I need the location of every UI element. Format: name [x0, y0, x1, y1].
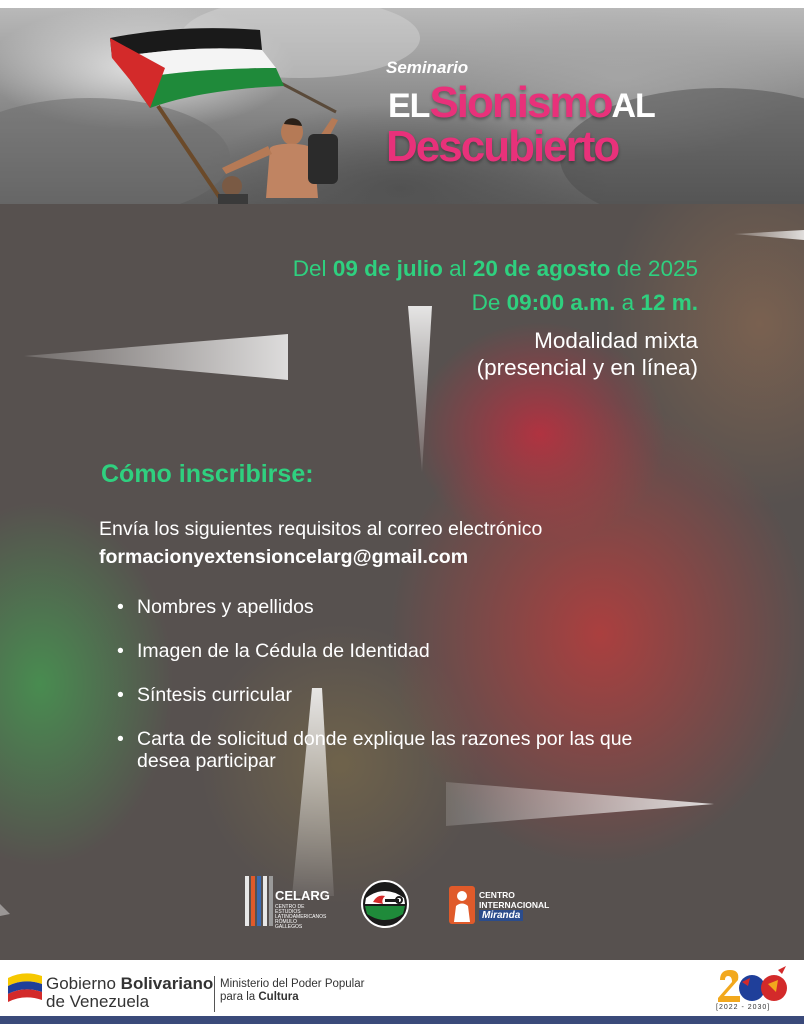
dove-key-icon [361, 880, 409, 928]
bottom-bar [0, 1016, 804, 1024]
event-date: Del 09 de julio al 20 de agosto de 2025 [292, 256, 698, 281]
title-word-descubierto: Descubierto [386, 122, 619, 171]
government-footer [0, 960, 804, 1024]
list-item: • Síntesis curricular [117, 684, 677, 706]
title-word-sionismo: Sionismo [429, 78, 612, 127]
ministry-culture: para la Cultura [220, 991, 299, 1003]
shard-left [24, 334, 288, 380]
dove-key-logo [361, 880, 409, 928]
registration-heading: Cómo inscribirse: [101, 460, 314, 488]
bicentennial-logo-icon [716, 966, 788, 1004]
requirements-list [117, 596, 677, 794]
miranda-line-3: Miranda [479, 910, 523, 921]
venezuela-flag-icon [6, 970, 44, 1006]
list-item: • Nombres y apellidos [117, 596, 677, 618]
celarg-name: CELARG [275, 888, 330, 903]
main-content [0, 204, 804, 960]
event-time: De 09:00 a.m. a 12 m. [471, 290, 698, 315]
palestine-flag [110, 28, 284, 108]
celarg-logo [245, 876, 330, 930]
ministry-name: Ministerio del Poder Popular [220, 978, 365, 990]
title-word-el: EL [388, 87, 430, 125]
footer-divider [214, 976, 215, 1012]
title-line-1 [388, 78, 655, 128]
list-item: • Carta de solicitud donde explique las razones por las que desea participar [117, 728, 677, 772]
miranda-logo [449, 886, 561, 926]
miranda-figure-icon [449, 886, 475, 924]
shard-top-center [408, 306, 432, 472]
registration-email: formacionyextensioncelarg@gmail.com [99, 546, 469, 568]
protester-figure [218, 118, 338, 204]
government-country: de Venezuela [46, 992, 150, 1011]
registration-instruction: Envía los siguientes requisitos al correo electrónico [99, 518, 543, 540]
celarg-subtext: CENTRO DE ESTUDIOS LATINOAMERICANOS RÓMULO GALLEGOS [275, 904, 327, 930]
title-word-al: AL [611, 87, 655, 125]
decorative-shards [0, 204, 804, 960]
miranda-line-2: INTERNACIONAL [479, 900, 550, 910]
bicentennial-years: [2022 - 2030] [716, 1004, 771, 1011]
event-modality-detail: (presencial y en línea) [476, 355, 698, 380]
seminar-label: Seminario [386, 58, 469, 77]
shard-right-top [734, 230, 804, 240]
event-modality: Modalidad mixta [534, 328, 698, 353]
miranda-line-1: CENTRO [479, 890, 515, 900]
government-name: Gobierno Bolivariano [46, 974, 214, 993]
list-item: • Imagen de la Cédula de Identidad [117, 640, 677, 662]
header-photo [0, 8, 804, 204]
